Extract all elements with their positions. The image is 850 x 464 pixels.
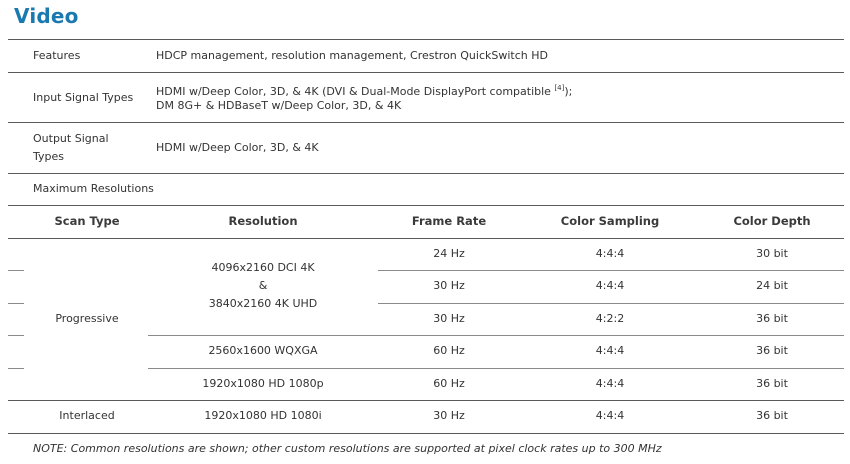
section-title: Video [14,4,79,28]
scan-type-progressive: Progressive [55,312,119,325]
footnote-text: NOTE: Common resolutions are shown; other custom resolutions are supported at pixel clock rates up to 300 MHz [33,442,662,455]
table-cell-color-sampling: 4:2:2 [595,312,625,325]
table-cell-frame-rate: 60 Hz [433,344,465,357]
input-signal-value-line1: HDMI w/Deep Color, 3D, & 4K (DVI & Dual-Mode DisplayPort compatible [4]); [156,84,573,98]
table-cell-color-depth: 36 bit [756,312,788,325]
table-cell-color-depth: 30 bit [756,247,788,260]
table-bottom-divider [8,433,844,434]
input-signal-label: Input Signal Types [33,91,134,104]
table-cell-color-sampling: 4:4:4 [595,279,625,292]
table-cell-frame-rate: 24 Hz [433,247,465,260]
input-signal-value-line2: DM 8G+ & HDBaseT w/Deep Color, 3D, & 4K [156,99,402,112]
divider [8,205,844,206]
scan-type-interlaced: Interlaced [59,409,115,422]
table-cell-color-depth: 36 bit [756,377,788,390]
divider [8,173,844,174]
resolution-4k-line3: 3840x2160 4K UHD [208,297,318,310]
divider [8,72,844,73]
table-cell-resolution: 1920x1080 HD 1080i [204,409,322,422]
table-cell-color-sampling: 4:4:4 [595,409,625,422]
footnote-ref[interactable]: [4] [554,84,565,92]
divider [8,39,844,40]
resolution-4k-line2: & [258,279,268,292]
column-header-color-depth: Color Depth [733,214,811,228]
table-cell-color-depth: 36 bit [756,344,788,357]
row-tick [8,270,24,271]
table-cell-resolution: 2560x1600 WQXGA [208,344,318,357]
output-signal-label-line2: Types [33,150,64,163]
output-signal-label-line1: Output Signal [33,132,109,145]
table-cell-resolution: 1920x1080 HD 1080p [202,377,324,390]
table-cell-color-depth: 36 bit [756,409,788,422]
row-divider [378,303,844,304]
output-signal-value: HDMI w/Deep Color, 3D, & 4K [156,141,319,154]
row-divider [148,368,844,369]
table-cell-frame-rate: 60 Hz [433,377,465,390]
column-header-resolution: Resolution [228,214,298,228]
table-cell-frame-rate: 30 Hz [433,409,465,422]
divider [8,122,844,123]
row-tick [8,335,24,336]
max-resolutions-label: Maximum Resolutions [33,182,154,195]
row-divider [148,335,844,336]
row-tick [8,303,24,304]
table-cell-frame-rate: 30 Hz [433,312,465,325]
features-value: HDCP management, resolution management, Crestron QuickSwitch HD [156,49,548,62]
table-cell-color-depth: 24 bit [756,279,788,292]
table-cell-color-sampling: 4:4:4 [595,247,625,260]
features-label: Features [33,49,81,62]
table-cell-frame-rate: 30 Hz [433,279,465,292]
row-divider [8,400,844,401]
table-cell-color-sampling: 4:4:4 [595,377,625,390]
column-header-frame-rate: Frame Rate [411,214,487,228]
row-tick [8,368,24,369]
column-header-color-sampling: Color Sampling [560,214,660,228]
table-cell-color-sampling: 4:4:4 [595,344,625,357]
column-header-scan-type: Scan Type [54,214,120,228]
row-divider [378,270,844,271]
table-header-divider [8,238,844,239]
resolution-4k-line1: 4096x2160 DCI 4K [211,261,315,274]
